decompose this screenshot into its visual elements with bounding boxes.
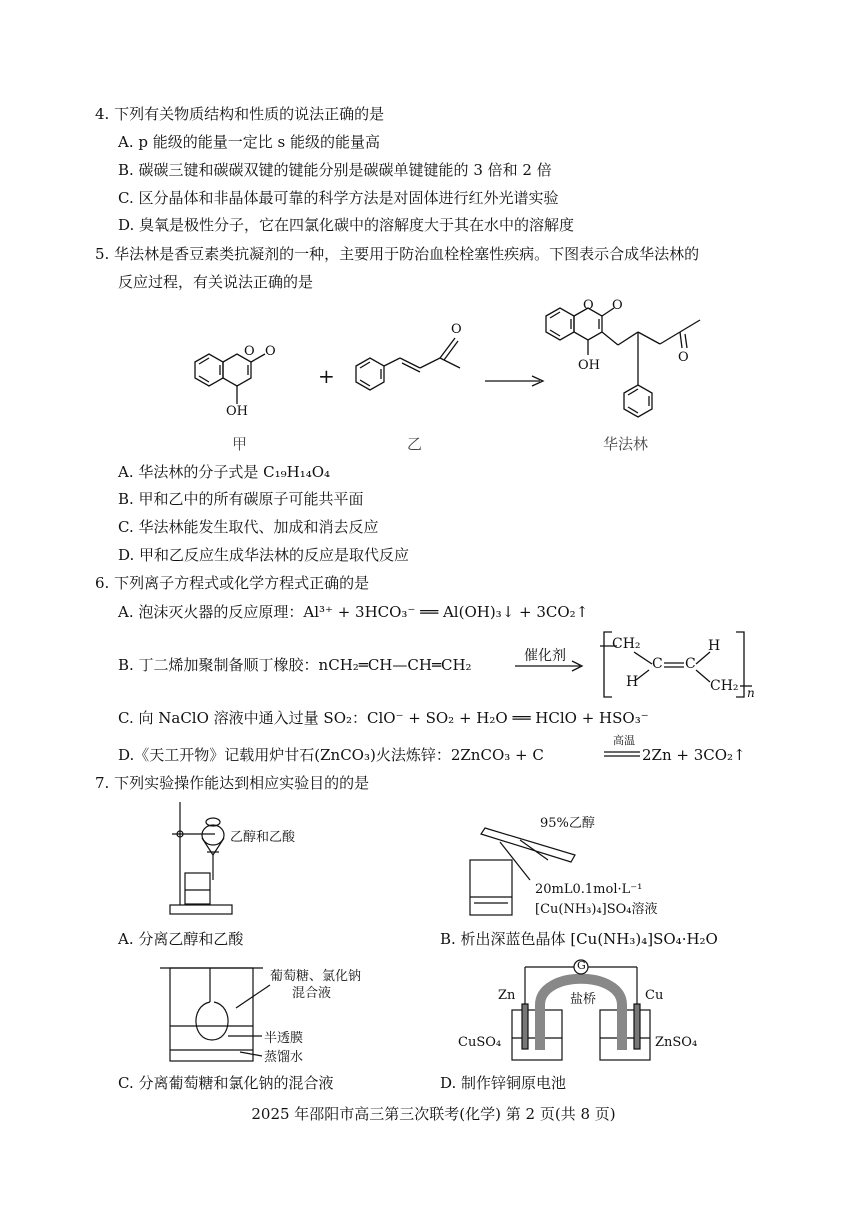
galvanometer-icon: G: [577, 959, 586, 972]
catalyst-label: 催化剂: [524, 648, 566, 664]
jia-carbonyl-oxygen: O: [265, 344, 276, 359]
q6-option-a: A. 泡沫灭火器的反应原理：Al³⁺ + 3HCO₃⁻ ══ Al(OH)₃↓ + 3CO₂↑: [118, 603, 589, 621]
polymer-h2: H: [626, 674, 639, 690]
label-jia: 甲: [232, 435, 248, 453]
imgB-label-top: 95%乙醇: [540, 816, 595, 831]
imgC-label-4: 蒸馏水: [264, 1050, 304, 1065]
polymer-ch2-a: CH₂: [612, 636, 641, 652]
q7-stem: 7. 下列实验操作能达到相应实验目的的是: [95, 774, 370, 792]
q6-stem: 6. 下列离子方程式或化学方程式正确的是: [95, 574, 370, 592]
q7-option-a: A. 分离乙醇和乙酸: [118, 930, 244, 948]
imgB-label-2: [Cu(NH₃)₄]SO₄溶液: [535, 902, 658, 917]
q4-option-d: D. 臭氧是极性分子，它在四氯化碳中的溶解度大于其在水中的溶解度: [118, 216, 575, 234]
imgD-salt-bridge: 盐桥: [570, 992, 597, 1007]
imgC-label-3: 半透膜: [264, 1031, 304, 1046]
imgA-label: 乙醇和乙酸: [230, 830, 296, 845]
yi-ketone-oxygen: O: [451, 322, 462, 337]
imgC-label-2: 混合液: [292, 986, 332, 1001]
plus-sign: +: [318, 364, 335, 388]
q5-option-a: A. 华法林的分子式是 C₁₉H₁₄O₄: [118, 463, 331, 481]
polymer-h1: H: [708, 638, 721, 654]
q6-option-d-condition: 高温: [613, 734, 635, 747]
q5-stem-line1: 5. 华法林是香豆素类抗凝剂的一种，主要用于防治血栓栓塞性疾病。下图表示合成华法林的: [95, 245, 700, 263]
q4-option-a: A. p 能级的能量一定比 s 能级的能量高: [118, 133, 380, 151]
q7-option-b: B. 析出深蓝色晶体 [Cu(NH₃)₄]SO₄·H₂O: [440, 930, 718, 948]
q7-option-c: C. 分离葡萄糖和氯化钠的混合液: [118, 1074, 334, 1092]
q5-option-c: C. 华法林能发生取代、加成和消去反应: [118, 518, 379, 536]
polymer-ch2-b: CH₂: [710, 678, 739, 694]
warfarin-ketone-oxygen: O: [678, 350, 689, 365]
q4-stem: 4. 下列有关物质结构和性质的说法正确的是: [95, 105, 385, 123]
polymer-c2: C: [685, 656, 696, 672]
q6-option-c: C. 向 NaClO 溶液中通入过量 SO₂：ClO⁻ + SO₂ + H₂O ══ HClO + HSO₃⁻: [118, 709, 649, 727]
warfarin-carbonyl-oxygen: O: [612, 298, 623, 313]
label-yi: 乙: [407, 435, 423, 453]
warfarin-ring-oxygen: O: [583, 298, 594, 313]
polymer-c1: C: [652, 656, 663, 672]
q5-option-d: D. 甲和乙反应生成华法林的反应是取代反应: [118, 546, 410, 564]
imgD-cuso4: CuSO₄: [458, 1035, 502, 1050]
q7-option-d: D. 制作锌铜原电池: [440, 1074, 567, 1092]
q4-option-c: C. 区分晶体和非晶体最可靠的科学方法是对固体进行红外光谱实验: [118, 189, 559, 207]
imgB-label-1: 20mL0.1mol·L⁻¹: [535, 882, 643, 897]
page-footer: 2025 年邵阳市高三第三次联考(化学) 第 2 页(共 8 页): [251, 1105, 616, 1123]
q6-option-b: B. 丁二烯加聚制备顺丁橡胶：nCH₂═CH—CH═CH₂: [118, 656, 472, 674]
q5-stem-line2: 反应过程，有关说法正确的是: [118, 273, 314, 291]
q4-option-b: B. 碳碳三键和碳碳双键的键能分别是碳碳单键键能的 3 倍和 2 倍: [118, 161, 552, 179]
warfarin-hydroxyl: OH: [578, 358, 600, 373]
q6-option-d-lhs: D.《天工开物》记载用炉甘石(ZnCO₃)火法炼锌：2ZnCO₃ + C: [118, 746, 544, 764]
reaction-scheme-diagram: [0, 290, 867, 460]
imgD-cu: Cu: [645, 988, 664, 1003]
imgD-znso4: ZnSO₄: [655, 1035, 698, 1050]
q6-option-d-rhs: 2Zn + 3CO₂↑: [642, 746, 746, 764]
jia-ring-oxygen: O: [244, 344, 255, 359]
jia-hydroxyl: OH: [226, 404, 248, 419]
q5-option-b: B. 甲和乙中的所有碳原子可能共平面: [118, 490, 364, 508]
polymer-n: n: [747, 686, 755, 700]
imgD-zn: Zn: [498, 988, 516, 1003]
imgC-label-1: 葡萄糖、氯化钠: [270, 969, 362, 984]
label-warfarin: 华法林: [603, 435, 649, 453]
